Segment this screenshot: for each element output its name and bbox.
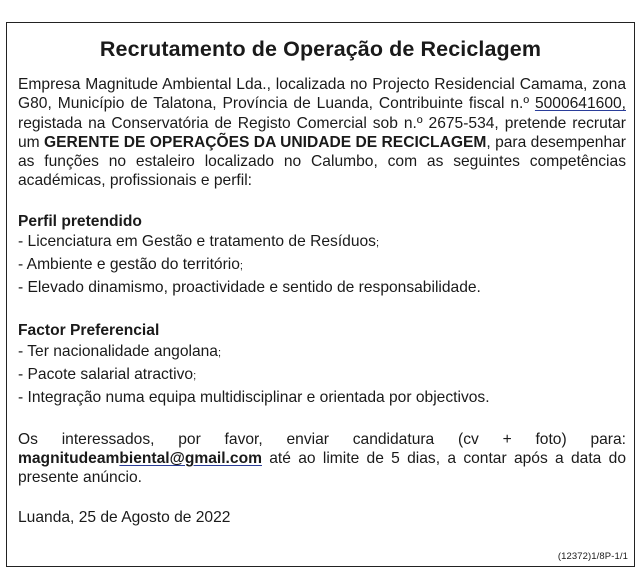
preferential-item: - Ter nacionalidade angolana; (18, 342, 222, 360)
profile-heading: Perfil pretendido (18, 212, 142, 230)
intro-text-1: Empresa Magnitude Ambiental Lda., localizada no Projecto Residencial Camama, zona G80, Município de Talatona, Província de Luanda, Contribuinte fiscal n.º (18, 76, 626, 113)
email-address-part1[interactable]: magnitudeam (18, 450, 120, 468)
preferential-item: - Integração numa equipa multidisciplinar e orientada por objectivos. (18, 388, 490, 406)
intro-text-2: registada na Conservatória de Registo Comercial sob n.º 2675-534, pretende recrutar um (18, 114, 626, 151)
intro-text-3: , para desempenhar as funções no estaleiro localizado no Calumbo, com as seguintes competências académicas, profissionais e perfil: (18, 133, 627, 190)
intro-paragraph (18, 75, 626, 191)
profile-item: - Ambiente e gestão do território; (18, 256, 243, 274)
announcement-title: Recrutamento de Operação de Reciclagem (99, 37, 542, 61)
email-address-part2[interactable]: biental@gmail.com (119, 450, 262, 468)
preferential-heading: Factor Preferencial (18, 322, 160, 340)
contact-paragraph (18, 430, 626, 488)
date-signature: Luanda, 25 de Agosto de 2022 (18, 508, 231, 526)
contact-text-before: Os interessados, por favor, enviar candidatura (cv + foto) para: (18, 430, 626, 448)
announcement-body (18, 75, 626, 527)
preferential-item: - Pacote salarial atractivo; (18, 365, 197, 383)
contact-text-after: até ao limite de 5 dias, a contar após a data do presente anúncio. (18, 450, 626, 487)
profile-item: - Elevado dinamismo, proactividade e sentido de responsabilidade. (18, 279, 481, 297)
profile-item: - Licenciatura em Gestão e tratamento de Resíduos; (18, 233, 380, 251)
position-title: GERENTE DE OPERAÇÕES DA UNIDADE DE RECICLAGEM (44, 133, 487, 151)
reference-code: (12372)1/8P-1/1 (557, 551, 628, 562)
announcement-frame (6, 22, 635, 567)
tax-id: 5000641600, (534, 95, 626, 113)
